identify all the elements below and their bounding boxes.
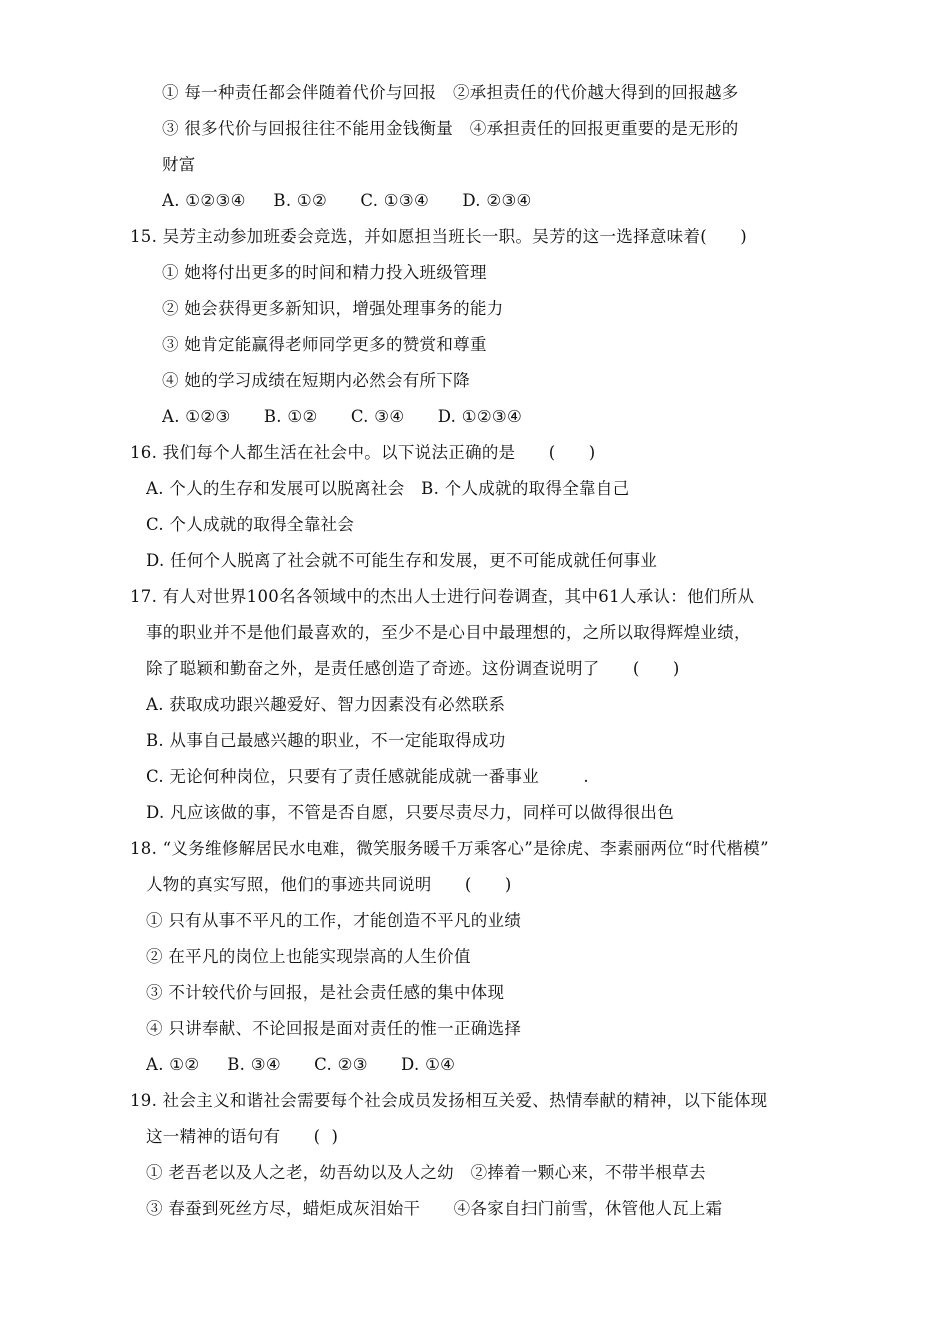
q17-stem-line-1: 17. 有人对世界100名各领域中的杰出人士进行问卷调查，其中61人承认：他们所从 bbox=[130, 587, 755, 606]
q19-option-1-2: ① 老吾老以及人之老，幼吾幼以及人之幼 ②捧着一颗心来，不带半根草去 bbox=[146, 1163, 706, 1182]
q15-option-4: ④ 她的学习成绩在短期内必然会有所下降 bbox=[162, 371, 470, 390]
q18-answer-choices: A. ①② B. ③④ C. ②③ D. ①④ bbox=[146, 1055, 456, 1074]
q16-choice-d: D. 任何个人脱离了社会就不可能生存和发展，更不可能成就任何事业 bbox=[146, 551, 658, 570]
q17-choice-c: C. 无论何种岗位，只要有了责任感就能成就一番事业 . bbox=[146, 767, 589, 786]
q19-option-3-4: ③ 春蚕到死丝方尽，蜡炬成灰泪始干 ④各家自扫门前雪，休管他人瓦上霜 bbox=[146, 1199, 723, 1218]
q15-option-1: ① 她将付出更多的时间和精力投入班级管理 bbox=[162, 263, 487, 282]
q14-answer-choices: A. ①②③④ B. ①② C. ①③④ D. ②③④ bbox=[162, 191, 532, 210]
q17-stem-line-3: 除了聪颖和勤奋之外，是责任感创造了奇迹。这份调查说明了 ( ) bbox=[146, 659, 680, 678]
q15-option-3: ③ 她肯定能赢得老师同学更多的赞赏和尊重 bbox=[162, 335, 487, 354]
q18-option-2: ② 在平凡的岗位上也能实现崇高的人生价值 bbox=[146, 947, 471, 966]
q15-option-2: ② 她会获得更多新知识，增强处理事务的能力 bbox=[162, 299, 504, 318]
q18-option-1: ① 只有从事不平凡的工作，才能创造不平凡的业绩 bbox=[146, 911, 522, 930]
q16-choice-c: C. 个人成就的取得全靠社会 bbox=[146, 515, 355, 534]
q19-stem-line-1: 19. 社会主义和谐社会需要每个社会成员发扬相互关爱、热情奉献的精神，以下能体现 bbox=[130, 1091, 768, 1110]
q19-stem-line-2: 这一精神的语句有 ( ) bbox=[146, 1127, 339, 1146]
q17-stem-line-2: 事的职业并不是他们最喜欢的，至少不是心目中最理想的，之所以取得辉煌业绩， bbox=[146, 623, 751, 642]
q16-stem: 16. 我们每个人都生活在社会中。以下说法正确的是 ( ) bbox=[130, 443, 596, 462]
q15-answer-choices: A. ①②③ B. ①② C. ③④ D. ①②③④ bbox=[162, 407, 523, 426]
q17-choice-d: D. 凡应该做的事，不管是否自愿，只要尽责尽力，同样可以做得很出色 bbox=[146, 803, 675, 822]
q14-option-1-2: ① 每一种责任都会伴随着代价与回报 ②承担责任的代价越大得到的回报越多 bbox=[162, 83, 739, 102]
q18-option-4: ④ 只讲奉献、不论回报是面对责任的惟一正确选择 bbox=[146, 1019, 522, 1038]
q18-stem-line-1: 18. “义务维修解居民水电难，微笑服务暖千万乘客心”是徐虎、李素丽两位“时代楷模” bbox=[130, 839, 769, 858]
q18-option-3: ③ 不计较代价与回报，是社会责任感的集中体现 bbox=[146, 983, 505, 1002]
q16-choice-a-b: A. 个人的生存和发展可以脱离社会 B. 个人成就的取得全靠自己 bbox=[146, 479, 630, 498]
q17-choice-a: A. 获取成功跟兴趣爱好、智力因素没有必然联系 bbox=[146, 695, 506, 714]
q14-option-4-continued: 财富 bbox=[162, 155, 196, 174]
q15-stem: 15. 吴芳主动参加班委会竞选，并如愿担当班长一职。吴芳的这一选择意味着( ) bbox=[130, 227, 748, 246]
q17-choice-b: B. 从事自己最感兴趣的职业，不一定能取得成功 bbox=[146, 731, 506, 750]
q18-stem-line-2: 人物的真实写照，他们的事迹共同说明 ( ) bbox=[146, 875, 512, 894]
q14-option-3-4: ③ 很多代价与回报往往不能用金钱衡量 ④承担责任的回报更重要的是无形的 bbox=[162, 119, 739, 138]
